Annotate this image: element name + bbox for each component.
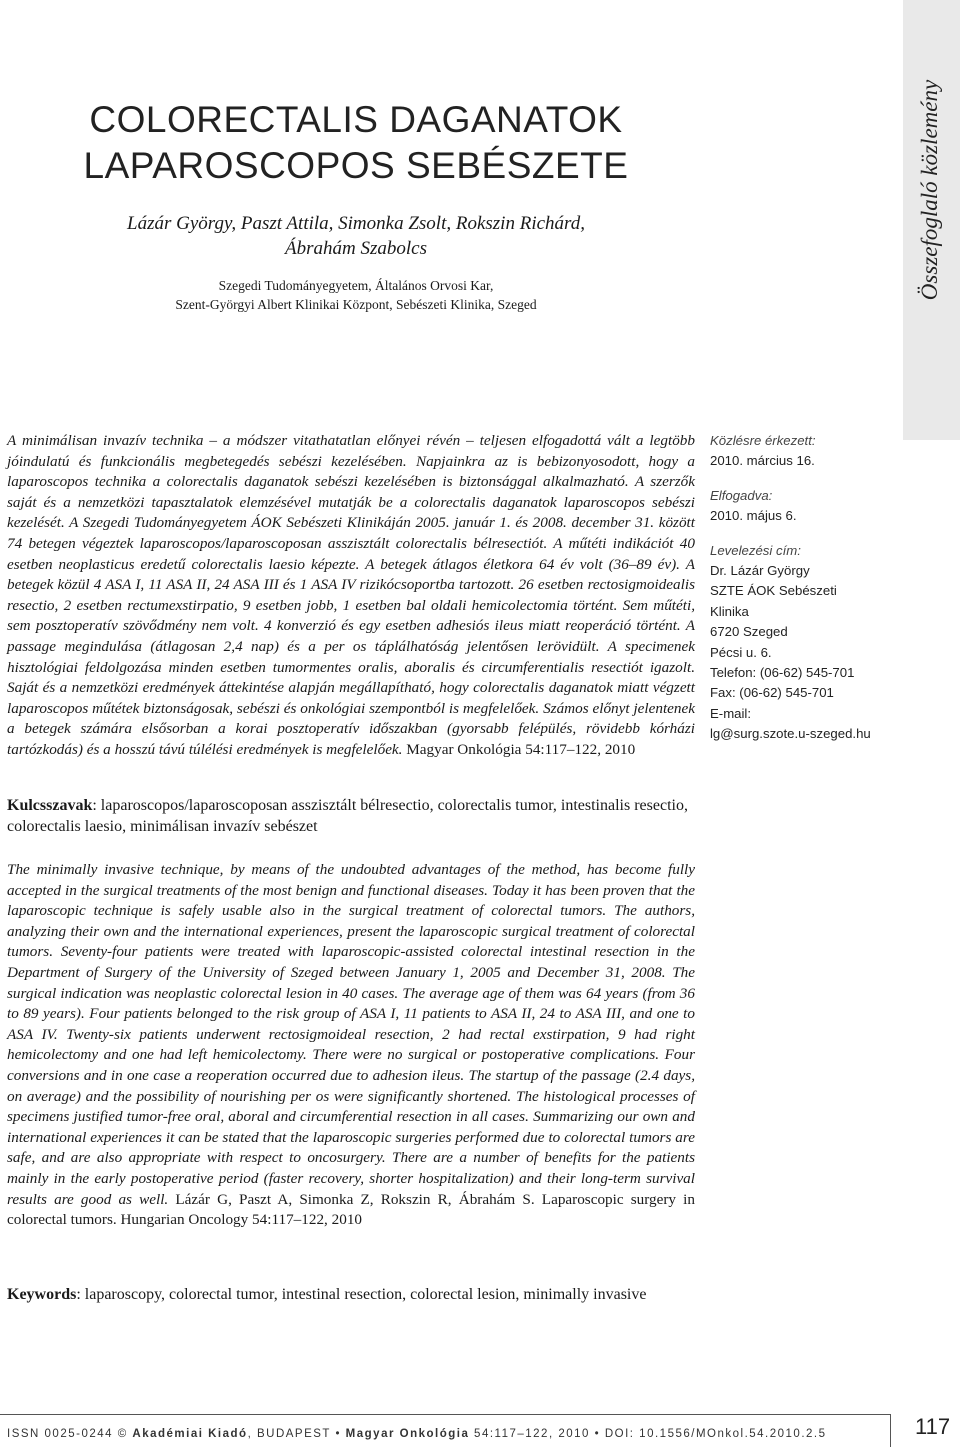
abstract-hu-citation: Magyar Onkológia 54:117–122, 2010 [406,740,636,758]
abstract-en-citation: Lázár G, Paszt A, Simonka Z, Rokszin R, Ábrahám S. Laparoscopic surgery in colorectal tumors. Hungarian Oncology 54:117–122, 2010 [7,1190,695,1229]
email-label: E-mail: [710,705,752,721]
keywords-hungarian [7,795,695,837]
address-label: Levelezési cím: [710,542,801,558]
accepted-date: 2010. május 6. [710,508,797,524]
keywords-hu-text: : laparoscopos/laparoscoposan asszisztált bélresectio, colorectalis tumor, intestinalis resectio, colorectalis laesio, minimálisan invazív sebészet [7,797,688,835]
footer-publisher: Akadémiai Kiadó [132,1428,248,1440]
title-line-1: COLORECTALIS DAGANATOK [89,99,623,140]
address-line: Dr. Lázár György [710,563,810,579]
article-info-sidebar [710,431,900,745]
accepted-label: Elfogadva: [710,487,773,503]
email-address[interactable]: lg@surg.szote.u-szeged.hu [710,726,871,742]
keywords-english [7,1284,695,1305]
footer-vertical-divider [890,1414,891,1447]
fax: Fax: (06-62) 545-701 [710,685,834,701]
title-line-2: LAPAROSCOPOS SEBÉSZETE [83,145,629,186]
footer-doi: 54:117–122, 2010 • DOI: 10.1556/MOnkol.54.2010.2.5 [469,1428,827,1440]
abstract-en-body: The minimally invasive technique, by means of the undoubted advantages of the method, has become fully accepted in the surgical treatments of the most benign and functional diseases. Today it has been proven that the laparoscopic technique is safely usable also in the surgical treatment of colorectal tumors. The authors, analyzing their own and the international experiences, present the laparoscopic surgical treatment of colorectal tumors. Seventy-four patients were treated with laparoscopic-assisted colorectal intestinal resection in the Department of Surgery of the University of Szeged between January 1, 2005 and December 31, 2008. The surgical indication was neoplastic colorectal lesion in 40 cases. The average age of them was 64 years (from 36 to 89 years). Four patients belonged to the risk group of ASA I, 11 patients to ASA II, 24 to ASA III, and one to ASA IV. Twenty-six patients underwent rectosigmoideal resection, 2 had rectal exstirpation, 9 had right hemicolectomy and one had left hemicolectomy. There were no surgical or postoperative complications. Four conversions and in one case a reoperation occurred due to adhesion ileus. The startup of the passage (2.4 days, on average) and the possibility of nourishing per os were significantly shortened. The histological processes of specimens justified tumor-free oral, aboral and circumferential resection in all cases. Summarizing our own and international experiences it can be stated that the laparoscopic surgeries performed due to colorectal tumors are safe, and are also appropriate with respect to oncosurgery. There are a number of benefits for the patients mainly in the early postoperative period (faster recovery, shorter hospitalization) and their long-term survival results are good as well. [7,861,695,1208]
footer-divider [0,1414,890,1415]
address-line: SZTE ÁOK Sebészeti [710,583,837,599]
page-number: 117 [915,1414,951,1439]
affiliation-line-2: Szent-Györgyi Albert Klinikai Központ, Sebészeti Klinika, Szeged [175,297,537,312]
authors-line-1: Lázár György, Paszt Attila, Simonka Zsolt, Rokszin Richárd, [127,213,585,234]
keywords-hu-label: Kulcsszavak [7,797,93,814]
footer-journal: Magyar Onkológia [345,1428,470,1440]
footer-issn: ISSN 0025-0244 © [7,1428,133,1440]
address-line: Klinika [710,603,749,619]
received-label: Közlésre érkezett: [710,433,816,448]
abstract-hungarian [7,431,695,761]
phone: Telefon: (06-62) 545-701 [710,665,855,681]
address-line: 6720 Szeged [710,624,788,640]
keywords-en-text: : laparoscopy, colorectal tumor, intestinal resection, colorectal lesion, minimally invasive [76,1286,647,1303]
abstract-english [7,860,695,1231]
footer-citation [7,1428,887,1440]
address-line: Pécsi u. 6. [710,644,772,660]
authors-line-2: Ábrahám Szabolcs [285,238,427,259]
affiliation-line-1: Szegedi Tudományegyetem, Általános Orvosi Kar, [218,278,494,293]
keywords-en-label: Keywords [7,1286,77,1303]
received-date: 2010. március 16. [710,453,815,469]
abstract-hu-body: A minimálisan invazív technika – a módszer vitathatatlan előnyei révén – teljesen elfogadottá vált a legtöbb jóindulatú és funkcionális megbetegedés sebészi kezelésében. Napjainkra az is bebizonyosodott, hogy a laparoscopos technika a colorectalis daganatok sebészi kezelésében is biztonsággal alkalmazható. A szerzők saját és a nemzetközi tapasztalatok elemzésével mutatják be a colorectalis daganatok laparoscopos sebészi kezelését. A Szegedi Tudományegyetem ÁOK Sebészeti Klinikáján 2005. január 1. és 2008. december 31. között 74 betegen végeztek laparoscopos/laparoscoposan asszisztált colorectalis bélresectiót. A műtéti indikációt 40 esetben neoplasticus eredetű colorectalis laesio képezte. A betegek átlagos életkora 64 év volt (36–89 év). A betegek közül 4 ASA I, 11 ASA II, 24 ASA III és 1 ASA IV rizikócsoportba tartozott. 26 esetben rectosigmoidealis resectio, 2 esetben rectumexstirpatio, 9 esetben jobb, 1 esetben bal oldali hemicolectomia történt. Sem műtéti, sem posztoperatív szövődmény nem volt. 4 konverzió és egy esetben adhesiós ileus miatt reoperáció történt. A passage megindulása (átlagosan 2,4 nap) és a per os táplálhatóság jelentősen lerövidült. A specimenek hisztológiai feldolgozása minden esetben tumormentes oralis, aboralis és circumferentialis resectiót igazolt. Saját és a nemzetközi eredmények áttekintése alapján megállapítható, hogy colorectalis daganatok miatt végzett laparoscopos műtétek biztonságosak, sebészi és onkológiai szempontból is megfelelőek. Számos előnyt jelentenek a betegek számára elsősorban a korai posztoperatív időszakban (gyorsabb felépülés, rövidebb kórházi tartózkodás) és a hosszú távú túlélési eredmények is megfelelőek. [7,432,695,758]
footer-city: , BUDAPEST • [247,1428,346,1440]
